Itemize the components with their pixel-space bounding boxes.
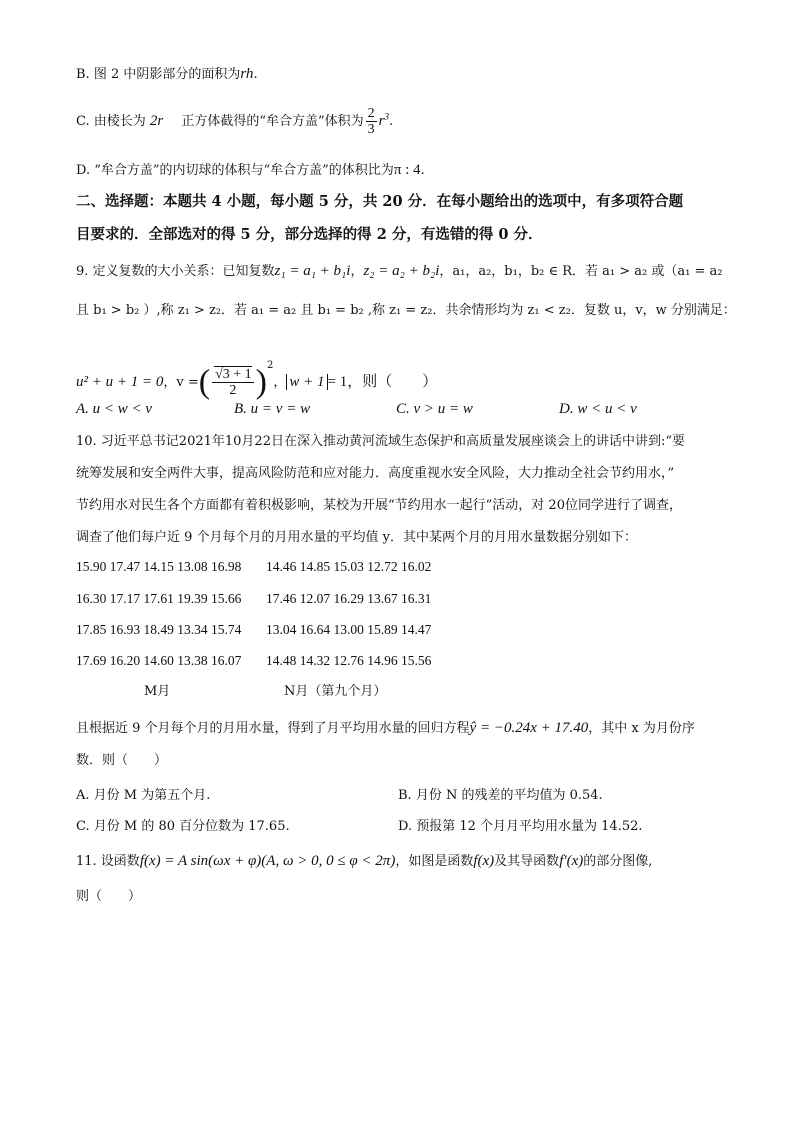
q10-regression-tail: ，其中 x 为月份序 [588,721,695,736]
q11-fx: f(x) [473,853,495,869]
q11-function-def: f(x) = A sin(ωx + φ)(A, ω > 0, 0 ≤ φ < 2π) [139,853,396,869]
q9-option-d: D. w < u < v [559,401,637,417]
fraction-numerator: 2 [367,106,375,121]
q10-line2: 统筹发展和安全两件大事，提高风险防范和应对能力．高度重视水安全风险，大力推动全社会节约用水，” [76,466,675,481]
q9-option-c: C. v > u = w [396,401,473,417]
q11-text2: 及其导函数 [494,854,560,869]
q8-option-b [76,64,258,85]
q11-text3: 的部分图像, [583,854,653,869]
m-data-row: 15.90 17.47 14.15 13.08 16.98 [76,559,242,574]
q11-line2: 则（ ） [76,889,142,904]
q9-v-denominator: 2 [229,383,237,398]
q8-option-b-math: rh [240,66,254,82]
q9-z2: z₂ = a₂ + b₂i [363,263,440,279]
q9-sqrt: √3 + 1 [215,367,252,382]
q11-fprime: f′(x) [559,853,584,869]
q9-comma: ， [350,264,364,279]
q9-option-a: A. u < w < v [76,401,153,417]
q8-option-c [76,106,393,137]
q10-line4: 调查了他们每户近 9 个月每个月的月用水量的平均值 y．其中某两个月的月用水量数据分别如下： [76,530,638,545]
q11-text: ，如图是函数 [395,854,474,869]
q9-intro: 9. 定义复数的大小关系：已知复数 [76,264,275,279]
n-data-row: 13.04 16.64 13.00 15.89 14.47 [266,622,432,637]
q10-option-a: A. 月份 M 为第五个月. [76,788,211,803]
q8-option-d-text: D. “牟合方盖”的内切球的体积与“牟合方盖”的体积比为 [76,163,394,178]
q8-option-c-text: C. 由棱长为 [76,114,146,129]
m-month-label: M月 [144,684,171,699]
q9-w-equation: = 1，则（ ） [327,374,438,390]
section2-heading-line2: 目要求的．全部选对的得 5 分，部分选择的得 2 分，有选错的得 0 分． [76,226,543,243]
q10-option-d: D. 预报第 12 个月月平均用水量为 14.52. [398,819,643,834]
q10-option-b: B. 月份 N 的残差的平均值为 0.54. [398,788,603,803]
q9-option-b: B. u = v = w [234,401,311,417]
section2-heading-line1: 二、选择题：本题共 4 小题，每小题 5 分，共 20 分．在每小题给出的选项中，有多项符合题 [76,193,684,210]
q8-option-d [76,160,425,181]
q10-line1: 10. 习近平总书记2021年10月22日在深入推动黄河流域生态保护和高质量发展座谈会上的讲话中讲到:“要 [76,434,686,449]
q10-line5 [76,718,695,739]
q8-option-b-text: B. 图 2 中阴影部分的面积为 [76,67,241,82]
q10-regression-equation: ŷ = −0.24x + 17.40 [469,720,589,736]
q8-option-c-math-r: r [378,113,385,129]
q9-z1: z₁ = a₁ + b₁i [274,263,351,279]
q8-option-d-math: π : 4 [393,162,421,178]
q11-line1 [76,851,652,872]
q10-line3: 节约用水对民生各个方面都有着积极影响，某校为开展“节约用水一起行”活动，对 20位同学进行了调查， [76,498,682,513]
q9-v-label: ，v = [163,375,199,390]
m-data-row: 17.85 16.93 18.49 13.34 15.74 [76,622,242,637]
n-data-row: 14.48 14.32 12.76 14.96 15.56 [266,653,432,668]
q9-line3 [76,346,437,403]
q10-regression-intro: 且根据近 9 个月每个月的月用水量，得到了月平均用水量的回归方程 [76,721,470,736]
q9-conditions: ，a₁，a₂，b₁，b₂ ∈ R．若 a₁ > a₂ 或（a₁ = a₂ [439,264,723,279]
q10-option-c: C. 月份 M 的 80 百分位数为 17.65. [76,819,290,834]
n-data-row: 17.46 12.07 16.29 13.67 16.31 [266,591,432,606]
q9-line2: 且 b₁ > b₂ ）,称 z₁ > z₂．若 a₁ = a₂ 且 b₁ = b₂ ,称 z₁ = z₂．共余情形均为 z₁ < z₂．复数 u，v，w 分别满足： [76,303,736,318]
q10-line6: 数．则（ ） [76,753,168,768]
q11-intro: 11. 设函数 [76,854,140,869]
q8-option-c-exponent: 3 [384,111,390,122]
m-data-row: 16.30 17.17 17.61 19.39 15.66 [76,591,242,606]
left-paren: ( [198,363,211,401]
n-month-label: N月（第九个月） [284,684,387,699]
q9-u-equation: u² + u + 1 = 0 [76,374,164,390]
q8-option-c-end: . [389,114,394,129]
n-data-row: 14.46 14.85 15.03 12.72 16.02 [266,559,432,574]
q8-option-c-text2: 正方体截得的“牟合方盖”体积为 [181,114,364,129]
q8-option-c-fraction [366,106,377,137]
q9-v-exponent: 2 [267,360,274,371]
q8-option-c-math-edge: 2r [149,113,164,129]
q9-comma2: ， [273,375,287,390]
q8-option-b-end: . [253,67,258,82]
q9-w-abs: w + 1 [286,374,327,390]
q8-option-d-end: . [420,163,425,178]
q9-line1 [76,261,722,282]
right-paren: ) [255,363,267,401]
fraction-denominator: 3 [367,122,375,137]
m-data-row: 17.69 16.20 14.60 13.38 16.07 [76,653,242,668]
q9-v-fraction [212,367,254,398]
